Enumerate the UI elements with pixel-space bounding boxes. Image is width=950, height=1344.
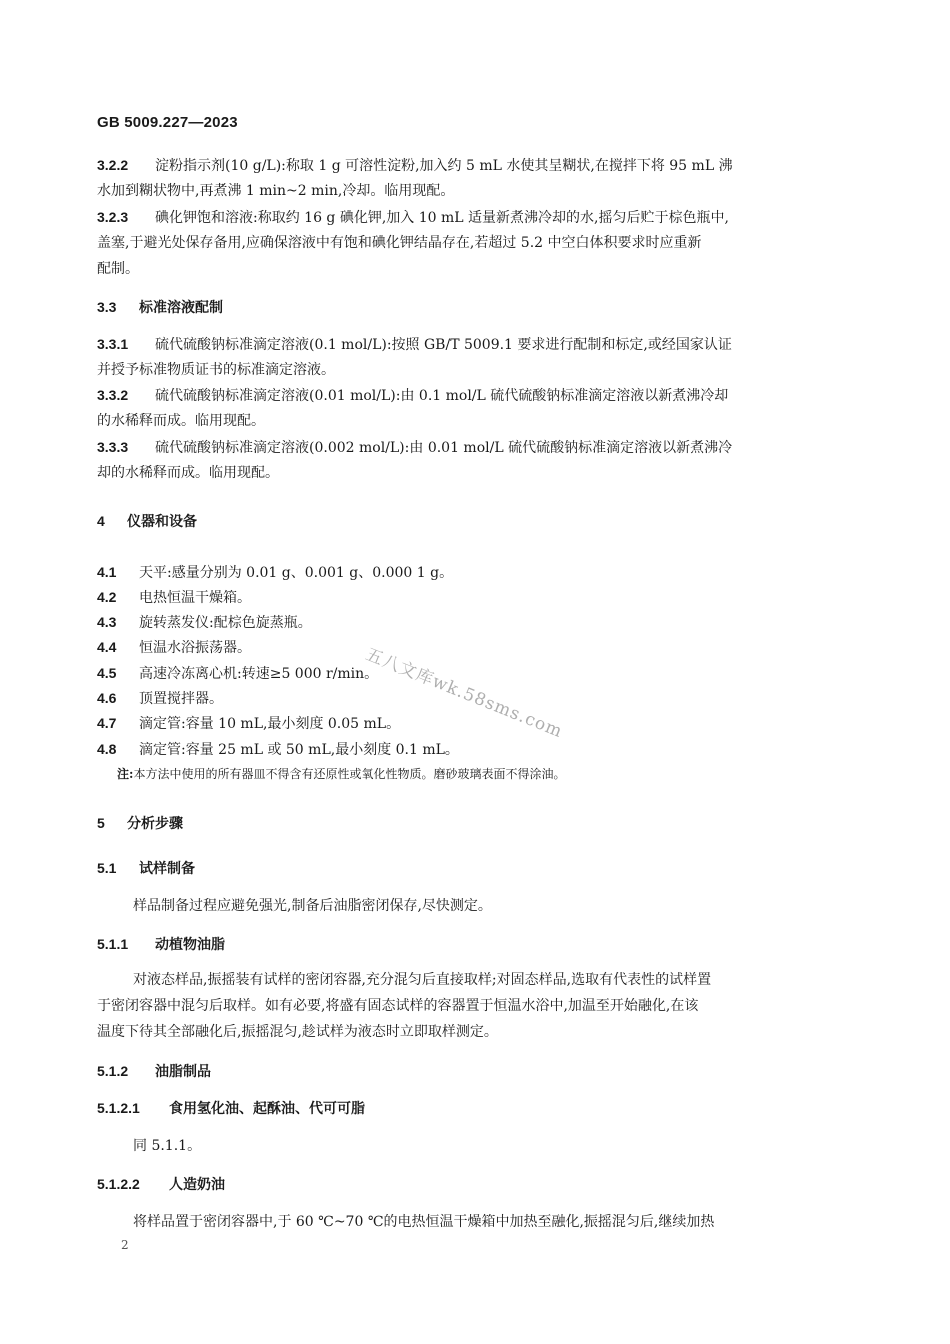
section-title: 分析步骤 bbox=[127, 815, 183, 831]
clause-3-3-1-cont: 并授予标准物质证书的标准滴定溶液。 bbox=[97, 362, 335, 378]
equipment-item-4-4 bbox=[97, 638, 837, 657]
clause-3-2-2 bbox=[97, 156, 837, 175]
section-title: 试样制备 bbox=[139, 860, 195, 876]
paragraph-5-1-1-line2: 于密闭容器中混匀后取样。如有必要,将盛有固态试样的容器置于恒温水浴中,加温至开始融化,在该 bbox=[97, 998, 699, 1014]
item-text: 天平:感量分别为 0.01 g、0.001 g、0.000 1 g。 bbox=[139, 565, 454, 581]
clause-text: 碘化钾饱和溶液:称取约 16 g 碘化钾,加入 10 mL 适量新煮沸冷却的水,摇匀后贮于棕色瓶中, bbox=[155, 210, 729, 226]
section-heading-5 bbox=[97, 814, 837, 832]
clause-3-3-3 bbox=[97, 438, 837, 457]
section-number: 5 bbox=[97, 815, 105, 831]
item-text: 电热恒温干燥箱。 bbox=[139, 590, 251, 606]
item-text: 滴定管:容量 10 mL,最小刻度 0.05 mL。 bbox=[139, 716, 401, 732]
equipment-item-4-8 bbox=[97, 740, 837, 759]
section-number: 5.1.2 bbox=[97, 1063, 129, 1079]
section-number: 5.1.2.1 bbox=[97, 1100, 140, 1116]
section-title: 人造奶油 bbox=[169, 1176, 225, 1192]
section-number: 3.3 bbox=[97, 299, 117, 315]
item-number: 4.8 bbox=[97, 741, 117, 757]
paragraph-5-1: 样品制备过程应避免强光,制备后油脂密闭保存,尽快测定。 bbox=[133, 898, 492, 914]
paragraph-5-1-1-line3: 温度下待其全部融化后,振摇混匀,趁试样为液态时立即取样测定。 bbox=[97, 1024, 498, 1040]
clause-3-3-2-cont: 的水稀释而成。临用现配。 bbox=[97, 413, 265, 429]
clause-3-2-3-cont: 盖塞,于避光处保存备用,应确保溶液中有饱和碘化钾结晶存在,若超过 5.2 中空白体积要求时应重新 bbox=[97, 235, 702, 251]
item-text: 滴定管:容量 25 mL 或 50 mL,最小刻度 0.1 mL。 bbox=[139, 742, 459, 758]
clause-3-2-3 bbox=[97, 208, 837, 227]
section-title: 食用氢化油、起酥油、代可可脂 bbox=[169, 1100, 365, 1116]
section-heading-4 bbox=[97, 512, 837, 530]
standard-code-header: GB 5009.227—2023 bbox=[97, 114, 238, 131]
clause-number: 3.2.2 bbox=[97, 157, 129, 173]
item-number: 4.4 bbox=[97, 639, 117, 655]
item-text: 旋转蒸发仪:配棕色旋蒸瓶。 bbox=[139, 615, 312, 631]
item-number: 4.1 bbox=[97, 564, 117, 580]
section-title: 动植物油脂 bbox=[155, 936, 225, 952]
clause-text: 硫代硫酸钠标准滴定溶液(0.1 mol/L):按照 GB/T 5009.1 要求进行配制和标定,或经国家认证 bbox=[155, 337, 732, 353]
equipment-item-4-3 bbox=[97, 613, 837, 632]
section-heading-5-1-1 bbox=[97, 935, 837, 953]
paragraph-5-1-2-2: 将样品置于密闭容器中,于 60 ℃~70 ℃的电热恒温干燥箱中加热至融化,振摇混匀后,继续加热 bbox=[133, 1214, 715, 1230]
item-text: 顶置搅拌器。 bbox=[139, 691, 223, 707]
section-heading-3-3 bbox=[97, 298, 837, 316]
item-number: 4.3 bbox=[97, 614, 117, 630]
note-text: 本方法中使用的所有器皿不得含有还原性或氧化性物质。磨砂玻璃表面不得涂油。 bbox=[133, 767, 566, 781]
clause-number: 3.3.1 bbox=[97, 336, 129, 352]
section-number: 5.1 bbox=[97, 860, 117, 876]
page-number: 2 bbox=[121, 1238, 129, 1252]
item-number: 4.5 bbox=[97, 665, 117, 681]
paragraph-5-1-2-1: 同 5.1.1。 bbox=[133, 1138, 202, 1154]
note-label: 注: bbox=[117, 767, 134, 781]
item-number: 4.7 bbox=[97, 715, 117, 731]
clause-3-3-2 bbox=[97, 386, 837, 405]
section-number: 5.1.2.2 bbox=[97, 1176, 140, 1192]
clause-text: 淀粉指示剂(10 g/L):称取 1 g 可溶性淀粉,加入约 5 mL 水使其呈糊状,在搅拌下将 95 mL 沸 bbox=[155, 158, 733, 174]
clause-text: 硫代硫酸钠标准滴定溶液(0.01 mol/L):由 0.1 mol/L 硫代硫酸钠标准滴定溶液以新煮沸冷却 bbox=[155, 388, 729, 404]
clause-3-2-3-cont2: 配制。 bbox=[97, 261, 139, 277]
clause-text: 硫代硫酸钠标准滴定溶液(0.002 mol/L):由 0.01 mol/L 硫代硫酸钠标准滴定溶液以新煮沸冷 bbox=[155, 440, 733, 456]
section-number: 5.1.1 bbox=[97, 936, 129, 952]
section-heading-5-1-2-2 bbox=[97, 1175, 837, 1193]
paragraph-5-1-1-line1: 对液态样品,振摇装有试样的密闭容器,充分混匀后直接取样;对固态样品,选取有代表性的试样置 bbox=[133, 972, 712, 988]
section-title: 仪器和设备 bbox=[127, 513, 197, 529]
equipment-item-4-7 bbox=[97, 714, 837, 733]
equipment-note bbox=[117, 765, 857, 783]
section-title: 标准溶液配制 bbox=[139, 299, 223, 315]
item-number: 4.2 bbox=[97, 589, 117, 605]
item-number: 4.6 bbox=[97, 690, 117, 706]
clause-3-2-2-cont: 水加到糊状物中,再煮沸 1 min~2 min,冷却。临用现配。 bbox=[97, 183, 455, 199]
clause-3-3-1 bbox=[97, 335, 837, 354]
clause-number: 3.3.3 bbox=[97, 439, 129, 455]
section-number: 4 bbox=[97, 513, 105, 529]
item-text: 高速冷冻离心机:转速≥5 000 r/min。 bbox=[139, 666, 379, 682]
section-title: 油脂制品 bbox=[155, 1063, 211, 1079]
section-heading-5-1 bbox=[97, 859, 837, 877]
clause-number: 3.2.3 bbox=[97, 209, 129, 225]
clause-number: 3.3.2 bbox=[97, 387, 129, 403]
clause-3-3-3-cont: 却的水稀释而成。临用现配。 bbox=[97, 465, 279, 481]
equipment-item-4-2 bbox=[97, 588, 837, 607]
section-heading-5-1-2-1 bbox=[97, 1099, 837, 1117]
equipment-item-4-1 bbox=[97, 563, 837, 582]
section-heading-5-1-2 bbox=[97, 1062, 837, 1080]
item-text: 恒温水浴振荡器。 bbox=[139, 640, 251, 656]
watermark: 五八文库wk.58sms.com bbox=[362, 644, 566, 743]
